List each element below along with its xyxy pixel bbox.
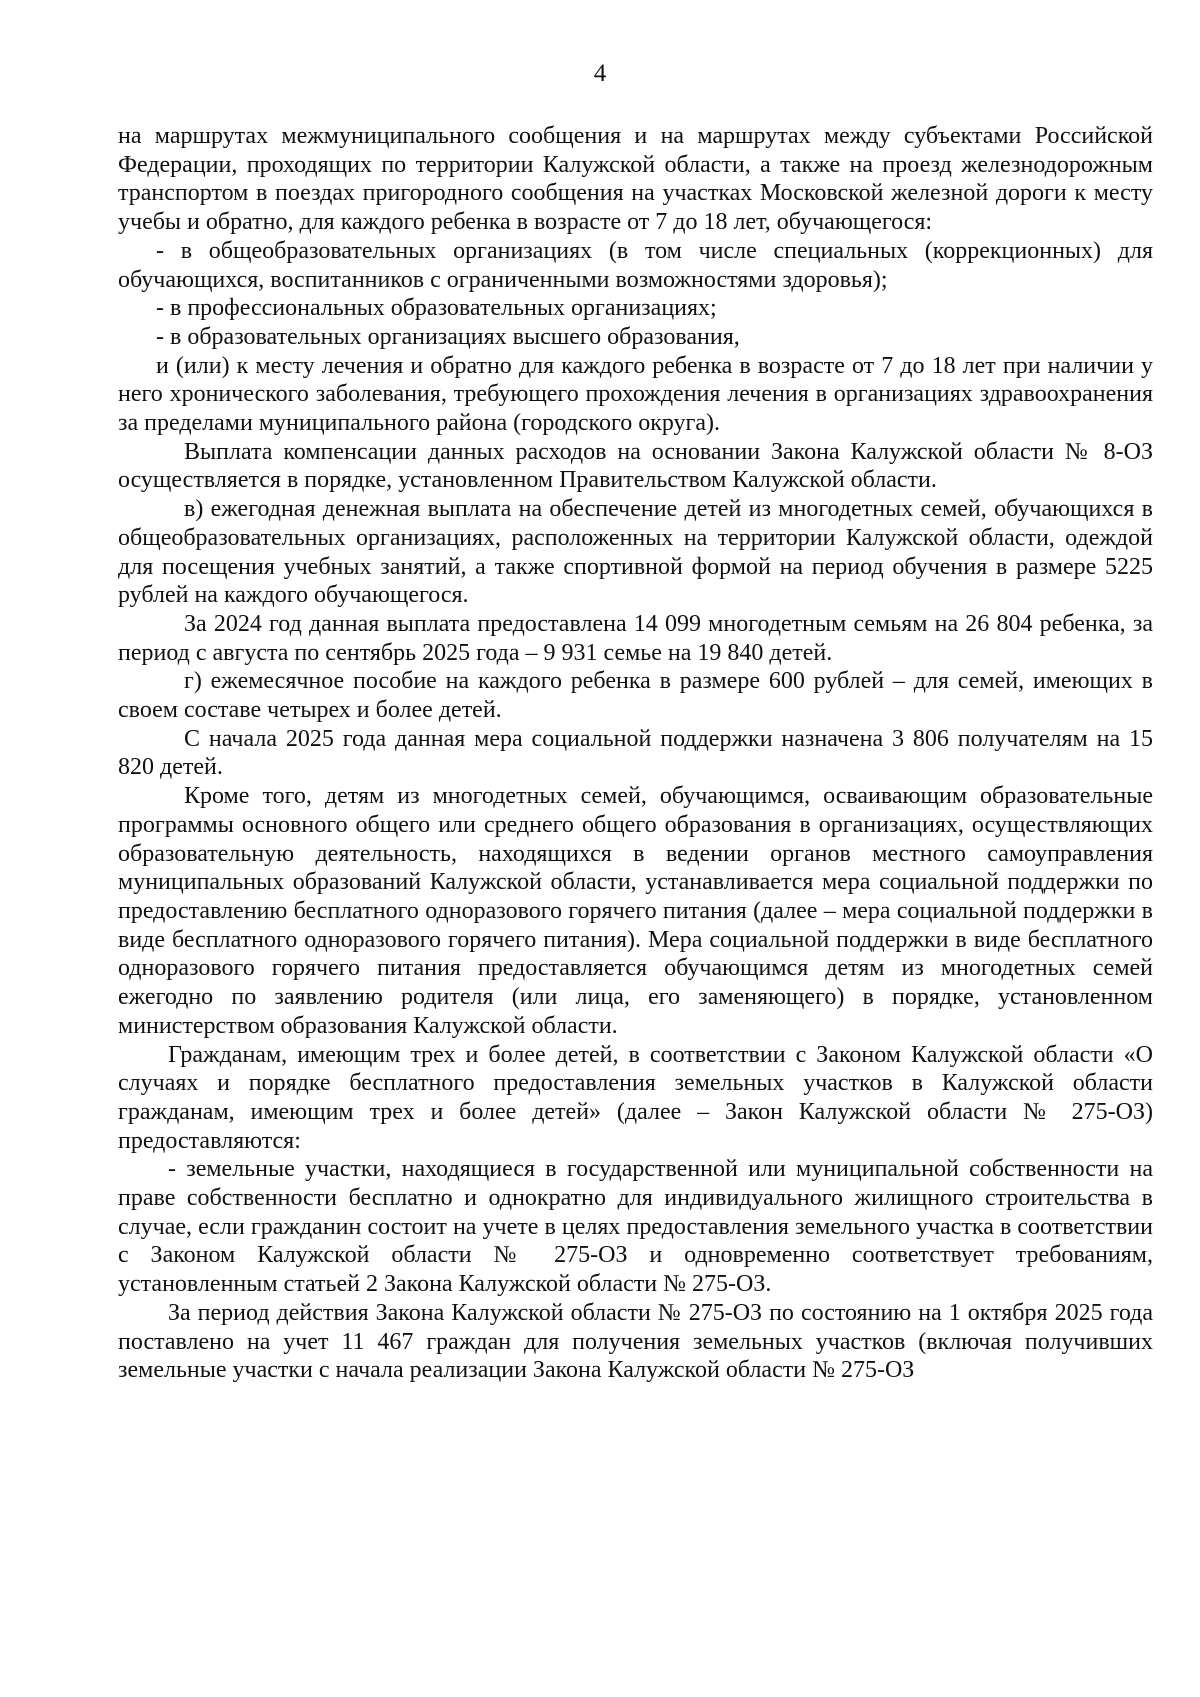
page-number: 4: [593, 60, 607, 87]
list-item-higher-education: - в образовательных организациях высшего образования,: [156, 323, 740, 350]
list-item-land-plots: - земельные участки, находящиеся в государственной или муниципальной собственности на праве собственности бесплатно и однократно для индивидуального жилищного строительства в случае, если гражданин состоит на учете в целях предоставления земельного участка в соответствии с Законом Калужской области № 275-ОЗ и одновременно соответствует требованиям, установленным статьей 2 Закона Калужской области № 275-ОЗ.: [118, 1156, 1153, 1298]
paragraph-2025-stats: С начала 2025 года данная мера социальной поддержки назначена 3 806 получателям на 15 820 детей.: [118, 725, 1153, 781]
list-item-general-education: - в общеобразовательных организациях (в том числе специальных (коррекционных) для обучающихся, воспитанников с ограниченными возможностями здоровья);: [118, 237, 1153, 293]
paragraph-treatment: и (или) к месту лечения и обратно для каждого ребенка в возрасте от 7 до 18 лет при наличии у него хронического заболевания, требующего прохождения лечения в организациях здравоохранения за пределами муниципального района (городского округа).: [118, 352, 1153, 437]
paragraph-transport: на маршрутах межмуниципального сообщения и на маршрутах между субъектами Российской Федерации, проходящих по территории Калужской области, а также на проезд железнодорожным транспортом в поездах пригородного сообщения на участках Московской железной дороги к месту учебы и обратно, для каждого ребенка в возрасте от 7 до 18 лет, обучающегося:: [118, 123, 1153, 236]
paragraph-clothing-payment: в) ежегодная денежная выплата на обеспечение детей из многодетных семей, обучающихся в общеобразовательных организациях, расположенных на территории Калужской области, одеждой для посещения учебных занятий, а также спортивной формой на период обучения в размере 5225 рублей на каждого обучающегося.: [118, 496, 1153, 609]
paragraph-monthly-allowance: г) ежемесячное пособие на каждого ребенка в размере 600 рублей – для семей, имеющих в своем составе четырех и более детей.: [118, 668, 1153, 724]
paragraph-compensation: Выплата компенсации данных расходов на основании Закона Калужской области № 8-ОЗ осуществляется в порядке, установленном Правительством Калужской области.: [118, 438, 1153, 494]
list-item-professional-education: - в профессиональных образовательных организациях;: [156, 295, 717, 322]
paragraph-land-stats: За период действия Закона Калужской области № 275-ОЗ по состоянию на 1 октября 2025 года поставлено на учет 11 467 граждан для получения земельных участков (включая получивших земельные участки с начала реализации Закона Калужской области № 275-ОЗ: [118, 1299, 1153, 1384]
paragraph-hot-meals: Кроме того, детям из многодетных семей, обучающимся, осваивающим образовательные программы основного общего или среднего общего образования в организациях, осуществляющих образовательную деятельность, находящихся в ведении органов местного самоуправления муниципальных образований Калужской области, устанавливается мера социальной поддержки по предоставлению бесплатного одноразового горячего питания (далее – мера социальной поддержки в виде бесплатного одноразового горячего питания). Мера социальной поддержки в виде бесплатного одноразового горячего питания предоставляется обучающимся детям из многодетных семей ежегодно по заявлению родителя (или лица, его заменяющего) в порядке, установленном министерством образования Калужской области.: [118, 783, 1153, 1039]
paragraph-2024-stats: За 2024 год данная выплата предоставлена 14 099 многодетным семьям на 26 804 ребенка, за период с августа по сентябрь 2025 года – 9 931 семье на 19 840 детей.: [118, 610, 1153, 666]
paragraph-land-law: Гражданам, имеющим трех и более детей, в соответствии с Законом Калужской области «О случаях и порядке бесплатного предоставления земельных участков в Калужской области гражданам, имеющим трех и более детей» (далее – Закон Калужской области № 275-ОЗ) предоставляются:: [118, 1041, 1153, 1154]
document-body: [118, 122, 1153, 1385]
